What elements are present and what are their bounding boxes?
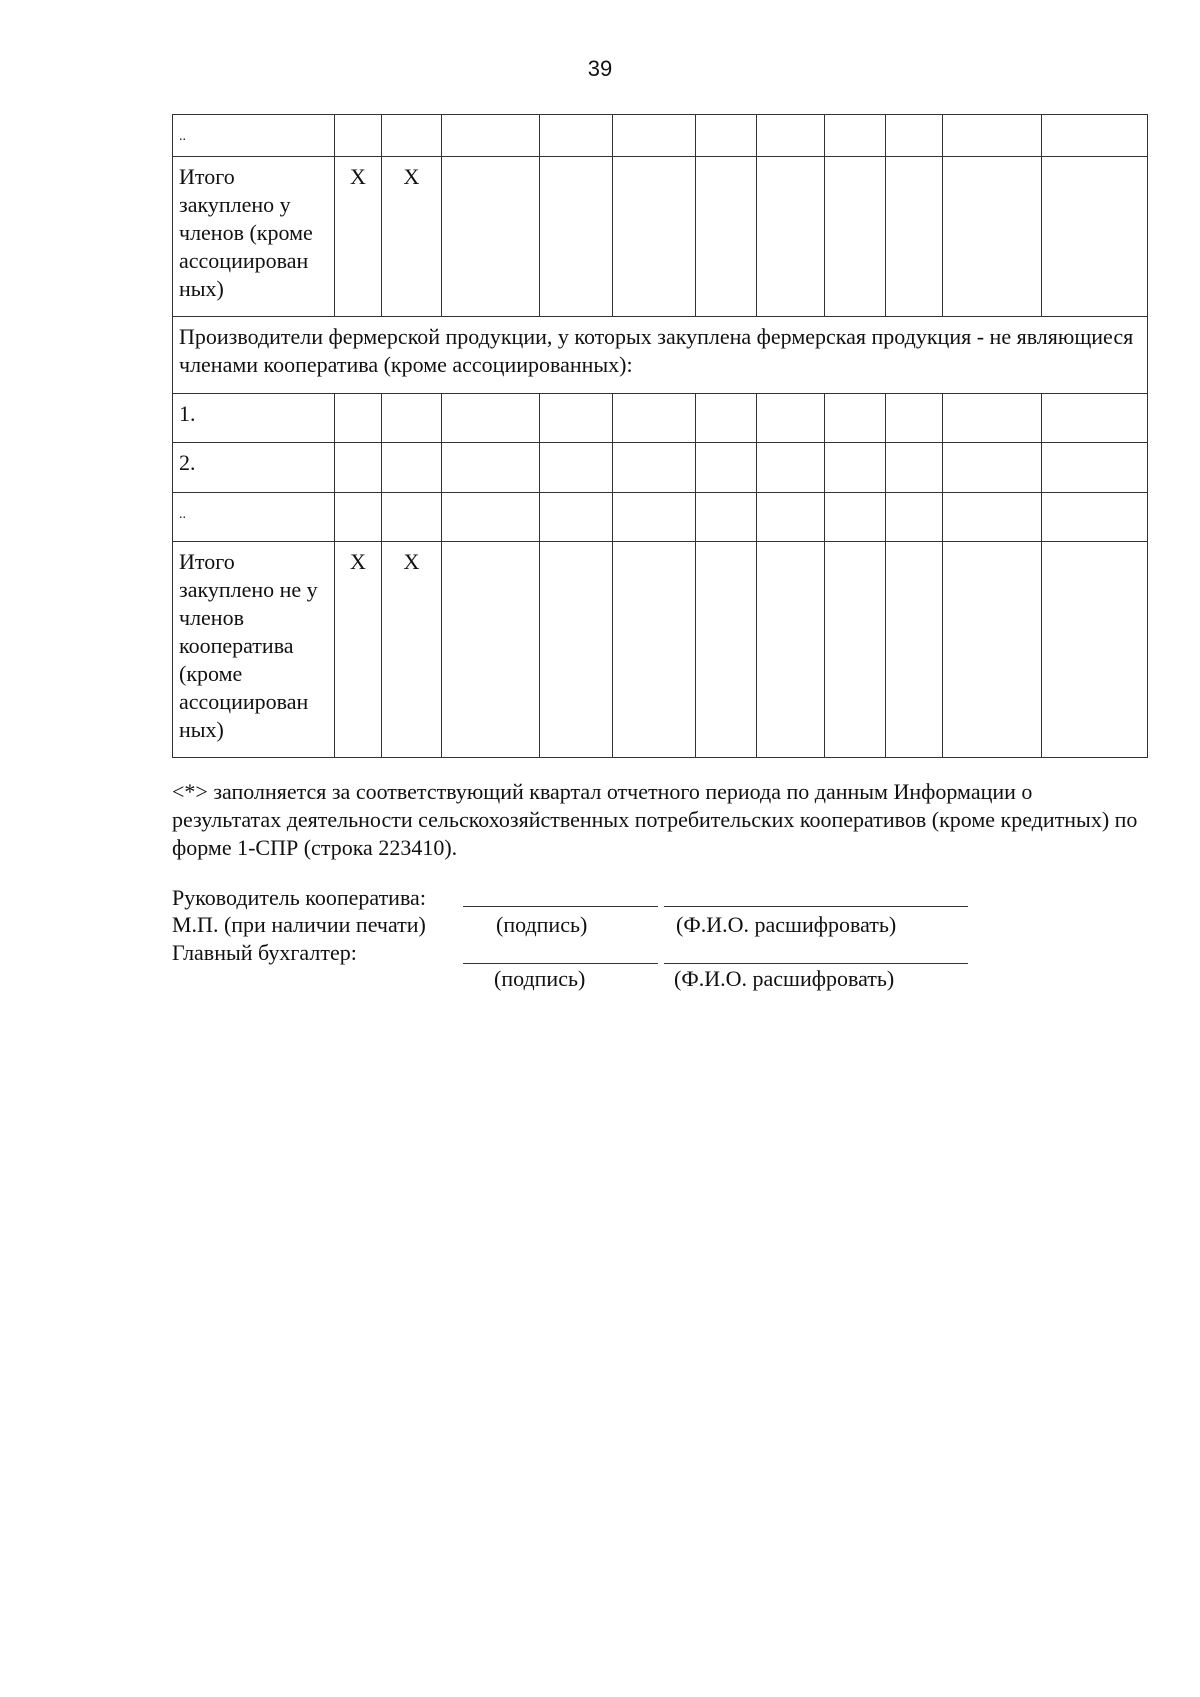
table-cell xyxy=(540,157,613,317)
page-number: 39 xyxy=(587,56,613,81)
table-cell xyxy=(540,493,613,542)
table-cell xyxy=(943,443,1042,493)
table-cell xyxy=(943,157,1042,317)
table-cell xyxy=(696,157,757,317)
stamp-label: М.П. (при наличии печати) xyxy=(172,912,426,937)
table-cell xyxy=(540,115,613,157)
table-cell xyxy=(382,493,442,542)
table-row-dots-nonmembers xyxy=(173,493,1148,542)
table-cell xyxy=(1042,443,1148,493)
head-name-caption: (Ф.И.О. расшифровать) xyxy=(676,912,897,937)
table-cell xyxy=(825,443,886,493)
table-cell xyxy=(757,394,825,443)
table-cell xyxy=(540,394,613,443)
table-cell xyxy=(442,443,540,493)
purchase-table xyxy=(172,114,1148,758)
accountant-signature-line xyxy=(463,963,658,964)
x-mark-cell: X xyxy=(382,157,442,317)
table-cell xyxy=(442,542,540,758)
table-cell xyxy=(382,394,442,443)
table-cell xyxy=(757,542,825,758)
table-cell xyxy=(886,115,943,157)
table-cell xyxy=(540,443,613,493)
head-signature-line xyxy=(463,906,658,907)
table-cell xyxy=(943,115,1042,157)
table-cell xyxy=(886,443,943,493)
table-cell xyxy=(943,493,1042,542)
table-cell xyxy=(1042,542,1148,758)
table-cell xyxy=(613,115,696,157)
table-row-section-header xyxy=(173,317,1148,394)
table-row-dots-members xyxy=(173,115,1148,157)
total-members-label: Итого закуплено у членов (кроме ассоциирован ных) xyxy=(173,157,335,317)
table-row-total-members xyxy=(173,157,1148,317)
footnote: <*> заполняется за соответствующий квартал отчетного периода по данным Информации о результатах деятельности сельскохозяйственных потребительских кооперативов (кроме кредитных) по форме 1-СПР (строка 223410). xyxy=(172,779,1138,860)
table-cell xyxy=(696,443,757,493)
table-cell xyxy=(696,394,757,443)
table-cell xyxy=(1042,493,1148,542)
table-cell xyxy=(943,542,1042,758)
table-cell xyxy=(825,115,886,157)
table-cell xyxy=(442,394,540,443)
table-cell xyxy=(335,115,382,157)
table-cell xyxy=(943,394,1042,443)
table-cell xyxy=(613,542,696,758)
table-row-1 xyxy=(173,394,1148,443)
table-cell xyxy=(757,443,825,493)
table-cell xyxy=(696,115,757,157)
table-cell xyxy=(825,493,886,542)
row-number-label: 2. xyxy=(173,443,335,493)
dots-cell: .. xyxy=(173,115,335,157)
table-cell xyxy=(757,115,825,157)
table-cell xyxy=(886,542,943,758)
accountant-label: Главный бухгалтер: xyxy=(172,940,357,965)
table-cell xyxy=(613,394,696,443)
head-label: Руководитель кооператива: xyxy=(172,885,426,910)
table-row-total-nonmembers xyxy=(173,542,1148,758)
table-cell xyxy=(335,443,382,493)
head-signature-caption: (подпись) xyxy=(496,912,588,937)
table-cell xyxy=(825,157,886,317)
table-cell xyxy=(825,542,886,758)
table-cell xyxy=(442,493,540,542)
table-cell xyxy=(613,443,696,493)
x-mark-cell: X xyxy=(335,542,382,758)
table-cell xyxy=(442,115,540,157)
accountant-signature-caption: (подпись) xyxy=(494,966,586,991)
table-cell xyxy=(825,394,886,443)
table-cell xyxy=(1042,394,1148,443)
table-cell xyxy=(382,443,442,493)
accountant-name-caption: (Ф.И.О. расшифровать) xyxy=(674,966,895,991)
table-cell xyxy=(335,493,382,542)
dots-cell: .. xyxy=(173,493,335,542)
table-cell xyxy=(1042,157,1148,317)
total-nonmembers-label: Итого закуплено не у членов кооператива (кроме ассоциирован ных) xyxy=(173,542,335,758)
table-cell xyxy=(757,157,825,317)
x-mark-cell: X xyxy=(382,542,442,758)
table-cell xyxy=(382,115,442,157)
table-cell xyxy=(696,542,757,758)
table-cell xyxy=(442,157,540,317)
table-cell xyxy=(1042,115,1148,157)
table-cell xyxy=(886,394,943,443)
x-mark-cell: X xyxy=(335,157,382,317)
head-name-line xyxy=(664,906,968,907)
table-row-2 xyxy=(173,443,1148,493)
table-cell xyxy=(613,157,696,317)
row-number-label: 1. xyxy=(173,394,335,443)
table-cell xyxy=(335,394,382,443)
table-cell xyxy=(540,542,613,758)
table-cell xyxy=(886,493,943,542)
table-cell xyxy=(886,157,943,317)
table-cell xyxy=(613,493,696,542)
section-header: Производители фермерской продукции, у которых закуплена фермерская продукция - не являющиеся членами кооператива (кроме ассоциированных): xyxy=(173,317,1148,394)
table-cell xyxy=(696,493,757,542)
accountant-name-line xyxy=(664,963,968,964)
table-cell xyxy=(757,493,825,542)
